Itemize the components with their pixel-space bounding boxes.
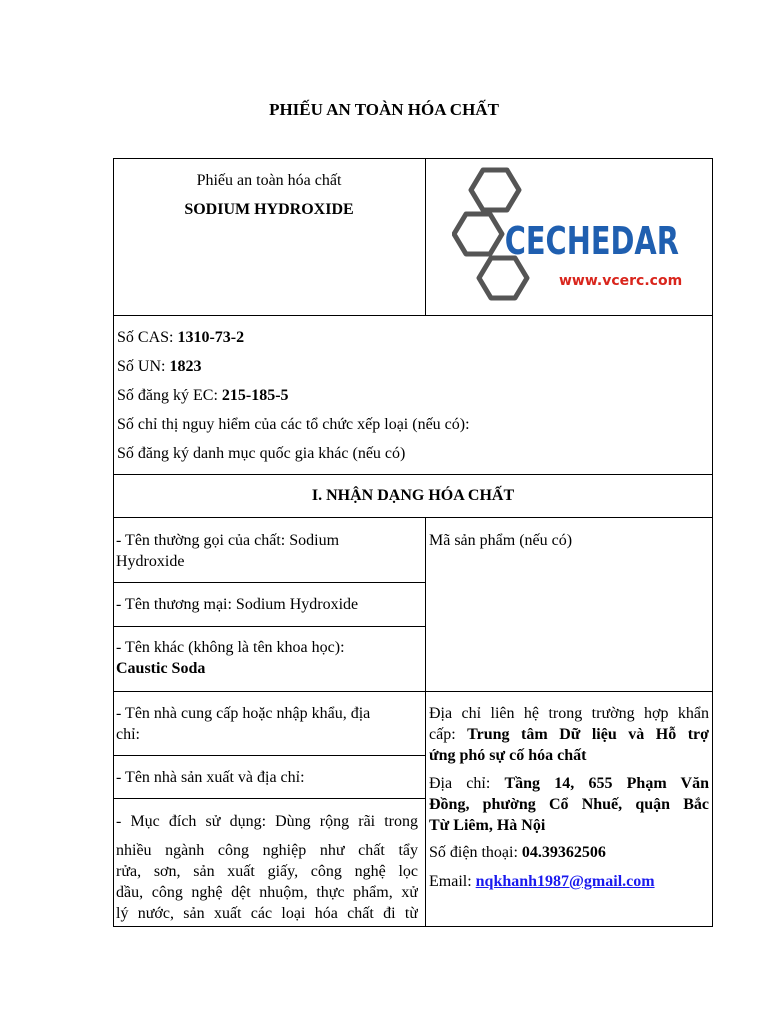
other-registry: Số đăng ký danh mục quốc gia khác (nếu có) <box>117 445 406 462</box>
row-divider <box>113 315 713 316</box>
other-name: - Tên khác (không là tên khoa học): Caustic Soda <box>116 639 345 677</box>
document-title: PHIẾU AN TOÀN HÓA CHẤT <box>269 100 499 119</box>
cell-divider <box>113 798 426 799</box>
row-divider <box>113 474 713 475</box>
trade-name: - Tên thương mại: Sodium Hydroxide <box>116 596 359 613</box>
cell-divider <box>113 755 426 756</box>
cas-number: Số CAS: 1310-73-2 <box>117 329 245 346</box>
ec-number: Số đăng ký EC: 215-185-5 <box>117 387 289 404</box>
emergency-phone: Số điện thoại: 04.39362506 <box>429 844 606 861</box>
cell-divider <box>113 626 426 627</box>
row-divider <box>113 517 713 518</box>
manufacturer: - Tên nhà sản xuất và địa chỉ: <box>116 769 305 786</box>
product-code: Mã sản phẩm (nếu có) <box>429 532 573 549</box>
common-name: - Tên thường gọi của chất: Sodium Hydroxide <box>116 532 340 570</box>
emergency-contact: Địa chỉ liên hệ trong trường hợp khẩn cấp: Trung tâm Dữ liệu và Hỗ trợ ứng phó sự cố hóa chất <box>429 705 709 764</box>
emergency-address: Địa chỉ: Tầng 14, 655 Phạm Văn Đồng, phường Cổ Nhuế, quận Bắc Từ Liêm, Hà Nội <box>429 775 709 834</box>
company-logo <box>452 166 692 308</box>
row-divider <box>113 691 713 692</box>
hazard-index: Số chỉ thị nguy hiểm của các tổ chức xếp loại (nếu có): <box>117 416 470 433</box>
cell-divider <box>113 582 426 583</box>
logo-brand-text: CECHEDAR <box>504 219 679 264</box>
header-subtitle: Phiếu an toàn hóa chất <box>196 172 342 189</box>
section-heading: I. NHẬN DẠNG HÓA CHẤT <box>311 487 515 504</box>
emergency-email: Email: nqkhanh1987@gmail.com <box>429 873 655 890</box>
usage-purpose: - Mục đích sử dụng: Dùng rộng rãi trong nhiều ngành công nghiệp như chất tẩy rửa, sơn, sản xuất giấy, công nghệ lọc dầu, công nghệ dệt nhuộm, thực phẩm, xử lý nước, sản xuất các loại hóa chất đi từ <box>116 813 418 922</box>
hexagon-logo-icon <box>452 166 692 308</box>
supplier: - Tên nhà cung cấp hoặc nhập khẩu, địa chỉ: <box>116 705 371 743</box>
column-divider <box>425 517 426 927</box>
column-divider <box>425 158 426 316</box>
email-link[interactable]: nqkhanh1987@gmail.com <box>475 873 655 890</box>
product-name: SODIUM HYDROXIDE <box>184 201 354 218</box>
logo-website-text: www.vcerc.com <box>559 273 683 289</box>
un-number: Số UN: 1823 <box>117 358 202 375</box>
